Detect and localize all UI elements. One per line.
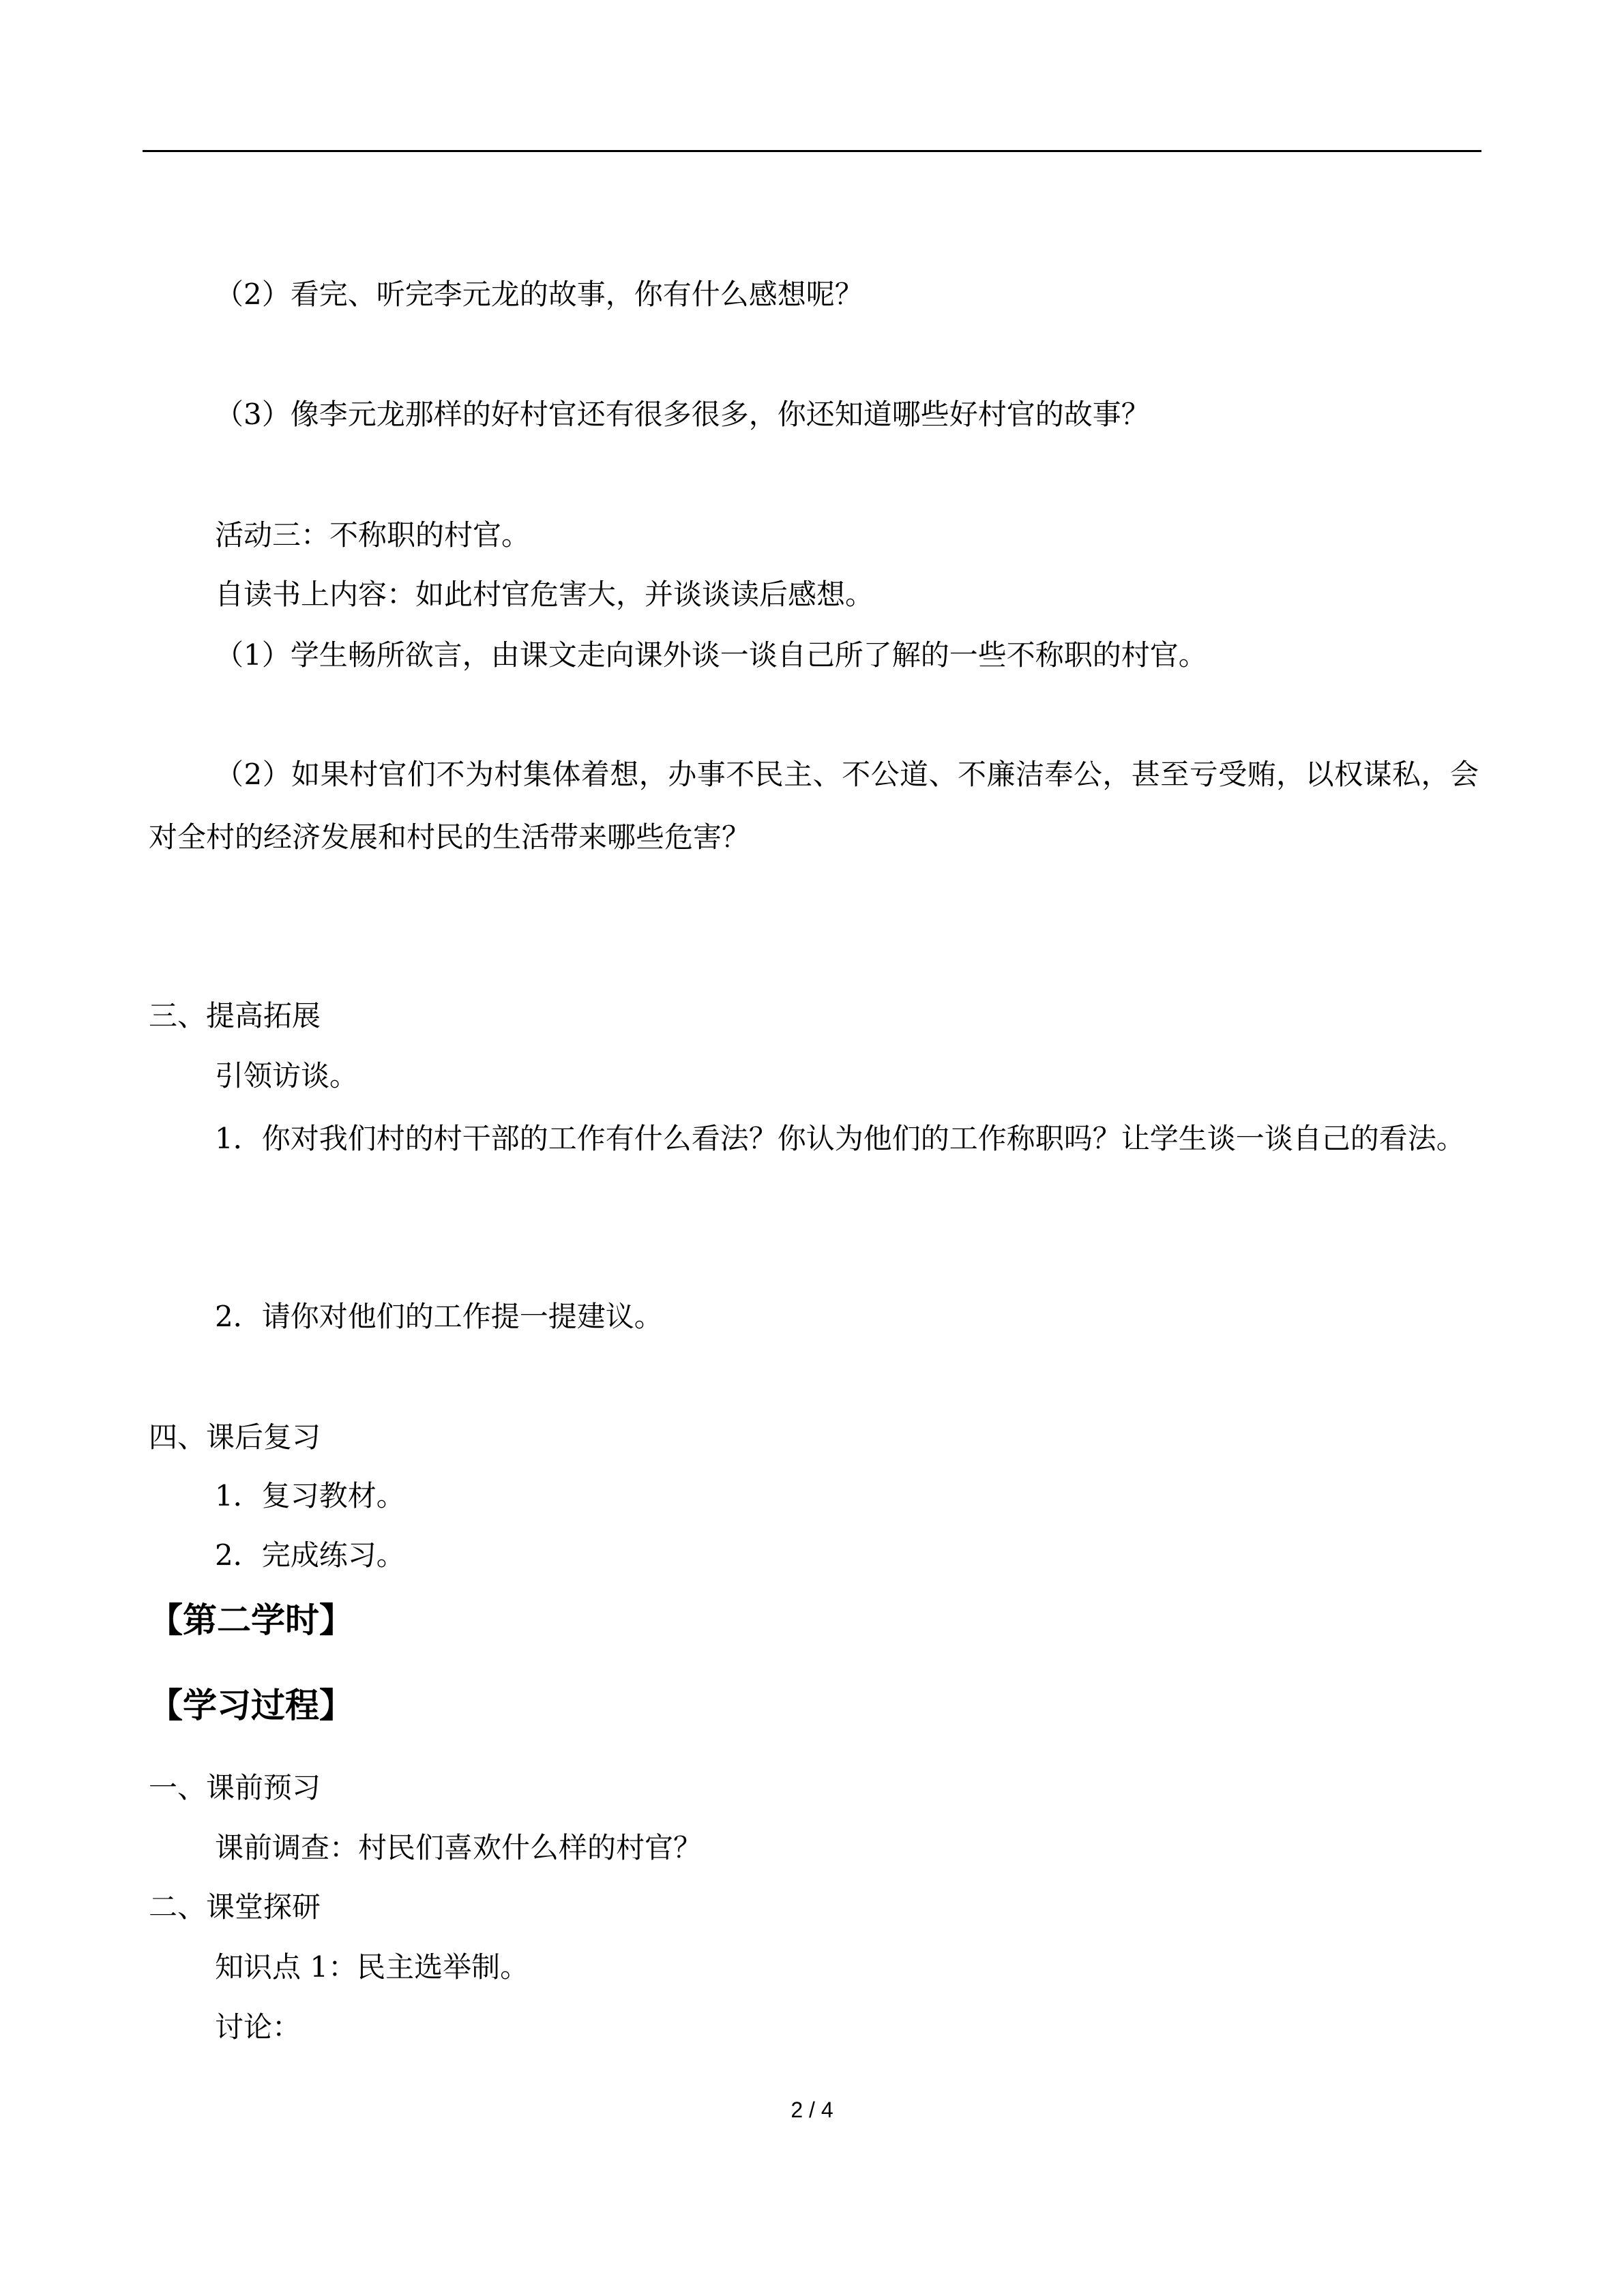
section-one-heading: 一、课前预习 (149, 1771, 321, 1804)
activity-three-title: 活动三：不称职的村官。 (215, 518, 531, 552)
heading-second-period: 【第二学时】 (149, 1600, 353, 1640)
pre-class-survey: 课前调查：村民们喜欢什么样的村官？ (215, 1831, 703, 1864)
question-li-yuanlong-thoughts: （2）看完、听完李元龙的故事，你有什么感想呢？ (215, 278, 863, 311)
item-view-on-officials: 1．你对我们村的村干部的工作有什么看法？你认为他们的工作称职吗？让学生谈一谈自己的看法。 (215, 1122, 1465, 1155)
self-reading-instruction: 自读书上内容：如此村官危害大，并谈谈读后感想。 (215, 578, 874, 611)
question-unfit-officials: （1）学生畅所欲言，由课文走向课外谈一谈自己所了解的一些不称职的村官。 (215, 638, 1207, 672)
header-rule (143, 150, 1481, 152)
item-advice: 2．请你对他们的工作提一提建议。 (215, 1300, 663, 1333)
section-four-heading: 四、课后复习 (149, 1420, 321, 1454)
review-exercises: 2．完成练习。 (215, 1538, 405, 1572)
section-two-heading: 二、课堂探研 (149, 1890, 321, 1924)
knowledge-point-one: 知识点 1：民主选举制。 (215, 1950, 529, 1984)
review-textbook: 1．复习教材。 (215, 1479, 405, 1512)
section-three-heading: 三、提高拓展 (149, 999, 321, 1032)
discussion-label: 讨论： (215, 2010, 301, 2044)
question-harm-paragraph: （2）如果村官们不为村集体着想，办事不民主、不公道、不廉洁奉公，甚至亏受贿，以权谋私，会对全村的经济发展和村民的生活带来哪些危害？ (149, 758, 1479, 854)
interview-guide: 引领访谈。 (215, 1059, 359, 1092)
heading-learning-process: 【学习过程】 (149, 1686, 353, 1725)
question-other-good-officials: （3）像李元龙那样的好村官还有很多很多，你还知道哪些好村官的故事？ (215, 398, 1150, 431)
page-number: 2 / 4 (791, 2098, 833, 2122)
